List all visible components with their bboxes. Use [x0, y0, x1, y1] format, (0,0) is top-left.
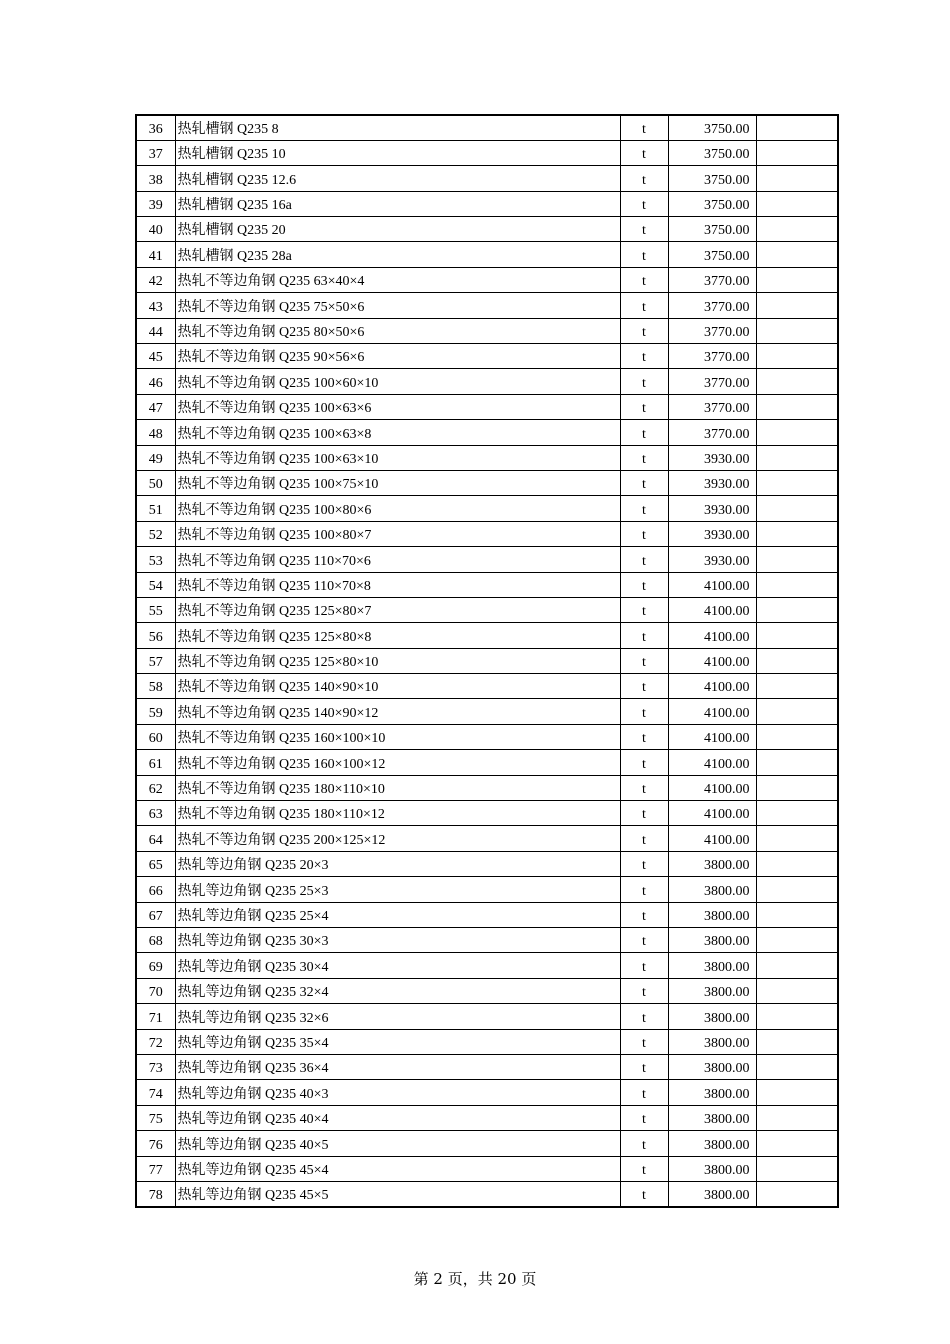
price-cell: 3800.00 — [668, 953, 756, 978]
row-number: 76 — [136, 1131, 175, 1156]
material-name: 热轧等边角钢 Q235 40×4 — [175, 1105, 620, 1130]
material-name: 热轧不等边角钢 Q235 80×50×6 — [175, 318, 620, 343]
note-cell — [756, 648, 838, 673]
row-number: 53 — [136, 547, 175, 572]
note-cell — [756, 1004, 838, 1029]
unit-cell: t — [620, 547, 668, 572]
price-cell: 3930.00 — [668, 547, 756, 572]
table-row — [136, 394, 838, 419]
price-cell: 3800.00 — [668, 1105, 756, 1130]
table-row — [136, 267, 838, 292]
row-number: 45 — [136, 344, 175, 369]
unit-cell: t — [620, 267, 668, 292]
material-name: 热轧等边角钢 Q235 25×4 — [175, 902, 620, 927]
material-name: 热轧不等边角钢 Q235 160×100×10 — [175, 724, 620, 749]
note-cell — [756, 775, 838, 800]
row-number: 39 — [136, 191, 175, 216]
table-row — [136, 496, 838, 521]
price-cell: 3930.00 — [668, 445, 756, 470]
unit-cell: t — [620, 928, 668, 953]
price-cell: 3770.00 — [668, 293, 756, 318]
price-cell: 3770.00 — [668, 344, 756, 369]
unit-cell: t — [620, 318, 668, 343]
note-cell — [756, 902, 838, 927]
row-number: 51 — [136, 496, 175, 521]
material-name: 热轧槽钢 Q235 12.6 — [175, 166, 620, 191]
unit-cell: t — [620, 597, 668, 622]
table-row — [136, 1105, 838, 1130]
note-cell — [756, 699, 838, 724]
note-cell — [756, 851, 838, 876]
material-name: 热轧不等边角钢 Q235 100×60×10 — [175, 369, 620, 394]
material-name: 热轧等边角钢 Q235 30×4 — [175, 953, 620, 978]
table-row — [136, 318, 838, 343]
material-name: 热轧不等边角钢 Q235 100×63×8 — [175, 420, 620, 445]
note-cell — [756, 572, 838, 597]
price-cell: 4100.00 — [668, 724, 756, 749]
material-name: 热轧不等边角钢 Q235 100×80×6 — [175, 496, 620, 521]
price-cell: 3770.00 — [668, 318, 756, 343]
unit-cell: t — [620, 877, 668, 902]
unit-cell: t — [620, 1131, 668, 1156]
price-cell: 3800.00 — [668, 1054, 756, 1079]
material-name: 热轧不等边角钢 Q235 180×110×10 — [175, 775, 620, 800]
unit-cell: t — [620, 445, 668, 470]
table-row — [136, 623, 838, 648]
table-row — [136, 140, 838, 165]
note-cell — [756, 344, 838, 369]
table-row — [136, 420, 838, 445]
unit-cell: t — [620, 496, 668, 521]
material-name: 热轧等边角钢 Q235 36×4 — [175, 1054, 620, 1079]
price-cell: 4100.00 — [668, 648, 756, 673]
material-name: 热轧等边角钢 Q235 32×4 — [175, 978, 620, 1003]
table-row — [136, 1080, 838, 1105]
note-cell — [756, 470, 838, 495]
unit-cell: t — [620, 140, 668, 165]
unit-cell: t — [620, 699, 668, 724]
price-cell: 3800.00 — [668, 851, 756, 876]
price-cell: 3800.00 — [668, 978, 756, 1003]
unit-cell: t — [620, 1105, 668, 1130]
unit-cell: t — [620, 191, 668, 216]
material-name: 热轧槽钢 Q235 16a — [175, 191, 620, 216]
price-table-body — [136, 115, 838, 1207]
table-row — [136, 1004, 838, 1029]
note-cell — [756, 191, 838, 216]
note-cell — [756, 724, 838, 749]
price-cell: 3750.00 — [668, 191, 756, 216]
note-cell — [756, 801, 838, 826]
table-row — [136, 877, 838, 902]
row-number: 63 — [136, 801, 175, 826]
unit-cell: t — [620, 750, 668, 775]
row-number: 73 — [136, 1054, 175, 1079]
material-name: 热轧等边角钢 Q235 20×3 — [175, 851, 620, 876]
note-cell — [756, 547, 838, 572]
price-cell: 3750.00 — [668, 140, 756, 165]
price-cell: 3770.00 — [668, 420, 756, 445]
row-number: 38 — [136, 166, 175, 191]
material-name: 热轧等边角钢 Q235 35×4 — [175, 1029, 620, 1054]
row-number: 71 — [136, 1004, 175, 1029]
table-row — [136, 902, 838, 927]
material-name: 热轧不等边角钢 Q235 200×125×12 — [175, 826, 620, 851]
price-cell: 3800.00 — [668, 1131, 756, 1156]
price-cell: 3800.00 — [668, 1080, 756, 1105]
unit-cell: t — [620, 166, 668, 191]
row-number: 43 — [136, 293, 175, 318]
unit-cell: t — [620, 1029, 668, 1054]
material-name: 热轧不等边角钢 Q235 125×80×7 — [175, 597, 620, 622]
page-footer — [0, 1268, 950, 1289]
row-number: 47 — [136, 394, 175, 419]
note-cell — [756, 293, 838, 318]
note-cell — [756, 267, 838, 292]
note-cell — [756, 496, 838, 521]
unit-cell: t — [620, 572, 668, 597]
price-cell: 4100.00 — [668, 597, 756, 622]
unit-cell: t — [620, 369, 668, 394]
unit-cell: t — [620, 521, 668, 546]
row-number: 49 — [136, 445, 175, 470]
price-table — [135, 114, 839, 1208]
note-cell — [756, 445, 838, 470]
material-name: 热轧等边角钢 Q235 40×5 — [175, 1131, 620, 1156]
price-cell: 3750.00 — [668, 242, 756, 267]
table-row — [136, 1054, 838, 1079]
unit-cell: t — [620, 394, 668, 419]
note-cell — [756, 140, 838, 165]
material-name: 热轧槽钢 Q235 28a — [175, 242, 620, 267]
row-number: 37 — [136, 140, 175, 165]
material-name: 热轧等边角钢 Q235 45×4 — [175, 1156, 620, 1181]
table-row — [136, 826, 838, 851]
material-name: 热轧等边角钢 Q235 40×3 — [175, 1080, 620, 1105]
note-cell — [756, 420, 838, 445]
row-number: 54 — [136, 572, 175, 597]
table-row — [136, 1131, 838, 1156]
material-name: 热轧槽钢 Q235 10 — [175, 140, 620, 165]
unit-cell: t — [620, 1156, 668, 1181]
price-cell: 3800.00 — [668, 1181, 756, 1206]
table-row — [136, 750, 838, 775]
price-cell: 3770.00 — [668, 267, 756, 292]
note-cell — [756, 826, 838, 851]
price-cell: 3770.00 — [668, 369, 756, 394]
note-cell — [756, 877, 838, 902]
table-row — [136, 547, 838, 572]
table-row — [136, 344, 838, 369]
material-name: 热轧等边角钢 Q235 30×3 — [175, 928, 620, 953]
note-cell — [756, 1080, 838, 1105]
table-row — [136, 648, 838, 673]
unit-cell: t — [620, 1181, 668, 1206]
price-cell: 3930.00 — [668, 470, 756, 495]
row-number: 42 — [136, 267, 175, 292]
price-cell: 3800.00 — [668, 902, 756, 927]
row-number: 70 — [136, 978, 175, 1003]
note-cell — [756, 1105, 838, 1130]
unit-cell: t — [620, 242, 668, 267]
material-name: 热轧不等边角钢 Q235 140×90×10 — [175, 674, 620, 699]
unit-cell: t — [620, 801, 668, 826]
unit-cell: t — [620, 623, 668, 648]
row-number: 52 — [136, 521, 175, 546]
note-cell — [756, 369, 838, 394]
table-row — [136, 597, 838, 622]
material-name: 热轧不等边角钢 Q235 125×80×8 — [175, 623, 620, 648]
material-name: 热轧不等边角钢 Q235 125×80×10 — [175, 648, 620, 673]
price-cell: 4100.00 — [668, 623, 756, 648]
price-cell: 4100.00 — [668, 826, 756, 851]
row-number: 60 — [136, 724, 175, 749]
row-number: 46 — [136, 369, 175, 394]
table-row — [136, 1181, 838, 1206]
material-name: 热轧不等边角钢 Q235 75×50×6 — [175, 293, 620, 318]
unit-cell: t — [620, 115, 668, 140]
note-cell — [756, 1054, 838, 1079]
material-name: 热轧不等边角钢 Q235 110×70×8 — [175, 572, 620, 597]
row-number: 48 — [136, 420, 175, 445]
material-name: 热轧不等边角钢 Q235 90×56×6 — [175, 344, 620, 369]
note-cell — [756, 217, 838, 242]
row-number: 36 — [136, 115, 175, 140]
material-name: 热轧等边角钢 Q235 25×3 — [175, 877, 620, 902]
note-cell — [756, 928, 838, 953]
price-cell: 3750.00 — [668, 217, 756, 242]
material-name: 热轧不等边角钢 Q235 100×80×7 — [175, 521, 620, 546]
material-name: 热轧槽钢 Q235 8 — [175, 115, 620, 140]
table-row — [136, 953, 838, 978]
unit-cell: t — [620, 851, 668, 876]
note-cell — [756, 242, 838, 267]
note-cell — [756, 115, 838, 140]
table-row — [136, 293, 838, 318]
unit-cell: t — [620, 775, 668, 800]
table-row — [136, 470, 838, 495]
note-cell — [756, 318, 838, 343]
price-cell: 4100.00 — [668, 801, 756, 826]
row-number: 72 — [136, 1029, 175, 1054]
material-name: 热轧不等边角钢 Q235 140×90×12 — [175, 699, 620, 724]
row-number: 68 — [136, 928, 175, 953]
row-number: 40 — [136, 217, 175, 242]
table-row — [136, 445, 838, 470]
price-cell: 4100.00 — [668, 775, 756, 800]
unit-cell: t — [620, 648, 668, 673]
material-name: 热轧不等边角钢 Q235 160×100×12 — [175, 750, 620, 775]
unit-cell: t — [620, 674, 668, 699]
row-number: 41 — [136, 242, 175, 267]
table-row — [136, 369, 838, 394]
table-row — [136, 1029, 838, 1054]
row-number: 59 — [136, 699, 175, 724]
note-cell — [756, 1131, 838, 1156]
unit-cell: t — [620, 724, 668, 749]
note-cell — [756, 394, 838, 419]
row-number: 77 — [136, 1156, 175, 1181]
unit-cell: t — [620, 217, 668, 242]
price-cell: 3770.00 — [668, 394, 756, 419]
unit-cell: t — [620, 470, 668, 495]
material-name: 热轧等边角钢 Q235 45×5 — [175, 1181, 620, 1206]
table-row — [136, 1156, 838, 1181]
table-row — [136, 775, 838, 800]
unit-cell: t — [620, 978, 668, 1003]
price-cell: 4100.00 — [668, 674, 756, 699]
row-number: 75 — [136, 1105, 175, 1130]
unit-cell: t — [620, 293, 668, 318]
table-row — [136, 572, 838, 597]
unit-cell: t — [620, 902, 668, 927]
material-name: 热轧不等边角钢 Q235 100×63×6 — [175, 394, 620, 419]
table-row — [136, 801, 838, 826]
note-cell — [756, 674, 838, 699]
price-cell: 3750.00 — [668, 166, 756, 191]
row-number: 62 — [136, 775, 175, 800]
note-cell — [756, 166, 838, 191]
row-number: 69 — [136, 953, 175, 978]
row-number: 74 — [136, 1080, 175, 1105]
note-cell — [756, 750, 838, 775]
unit-cell: t — [620, 1080, 668, 1105]
unit-cell: t — [620, 420, 668, 445]
note-cell — [756, 1029, 838, 1054]
table-row — [136, 217, 838, 242]
row-number: 66 — [136, 877, 175, 902]
table-row — [136, 242, 838, 267]
row-number: 78 — [136, 1181, 175, 1206]
row-number: 64 — [136, 826, 175, 851]
unit-cell: t — [620, 1054, 668, 1079]
unit-cell: t — [620, 344, 668, 369]
price-cell: 4100.00 — [668, 750, 756, 775]
price-cell: 3800.00 — [668, 928, 756, 953]
page-number-text: 第 2 页，共 20 页 — [413, 1270, 537, 1288]
table-row — [136, 699, 838, 724]
table-row — [136, 191, 838, 216]
row-number: 44 — [136, 318, 175, 343]
table-row — [136, 674, 838, 699]
unit-cell: t — [620, 953, 668, 978]
row-number: 65 — [136, 851, 175, 876]
price-cell: 4100.00 — [668, 572, 756, 597]
table-row — [136, 724, 838, 749]
material-name: 热轧不等边角钢 Q235 63×40×4 — [175, 267, 620, 292]
table-row — [136, 521, 838, 546]
note-cell — [756, 1156, 838, 1181]
note-cell — [756, 978, 838, 1003]
price-cell: 4100.00 — [668, 699, 756, 724]
price-cell: 3750.00 — [668, 115, 756, 140]
table-row — [136, 166, 838, 191]
row-number: 67 — [136, 902, 175, 927]
table-row — [136, 978, 838, 1003]
row-number: 57 — [136, 648, 175, 673]
price-cell: 3930.00 — [668, 496, 756, 521]
unit-cell: t — [620, 826, 668, 851]
row-number: 50 — [136, 470, 175, 495]
row-number: 58 — [136, 674, 175, 699]
note-cell — [756, 953, 838, 978]
material-name: 热轧不等边角钢 Q235 180×110×12 — [175, 801, 620, 826]
material-name: 热轧等边角钢 Q235 32×6 — [175, 1004, 620, 1029]
table-row — [136, 928, 838, 953]
price-cell: 3930.00 — [668, 521, 756, 546]
material-name: 热轧不等边角钢 Q235 100×75×10 — [175, 470, 620, 495]
note-cell — [756, 521, 838, 546]
price-cell: 3800.00 — [668, 1004, 756, 1029]
note-cell — [756, 597, 838, 622]
row-number: 55 — [136, 597, 175, 622]
price-cell: 3800.00 — [668, 1156, 756, 1181]
unit-cell: t — [620, 1004, 668, 1029]
note-cell — [756, 623, 838, 648]
table-row — [136, 851, 838, 876]
material-name: 热轧不等边角钢 Q235 100×63×10 — [175, 445, 620, 470]
price-cell: 3800.00 — [668, 1029, 756, 1054]
price-cell: 3800.00 — [668, 877, 756, 902]
material-name: 热轧槽钢 Q235 20 — [175, 217, 620, 242]
material-name: 热轧不等边角钢 Q235 110×70×6 — [175, 547, 620, 572]
note-cell — [756, 1181, 838, 1206]
row-number: 61 — [136, 750, 175, 775]
table-row — [136, 115, 838, 140]
row-number: 56 — [136, 623, 175, 648]
